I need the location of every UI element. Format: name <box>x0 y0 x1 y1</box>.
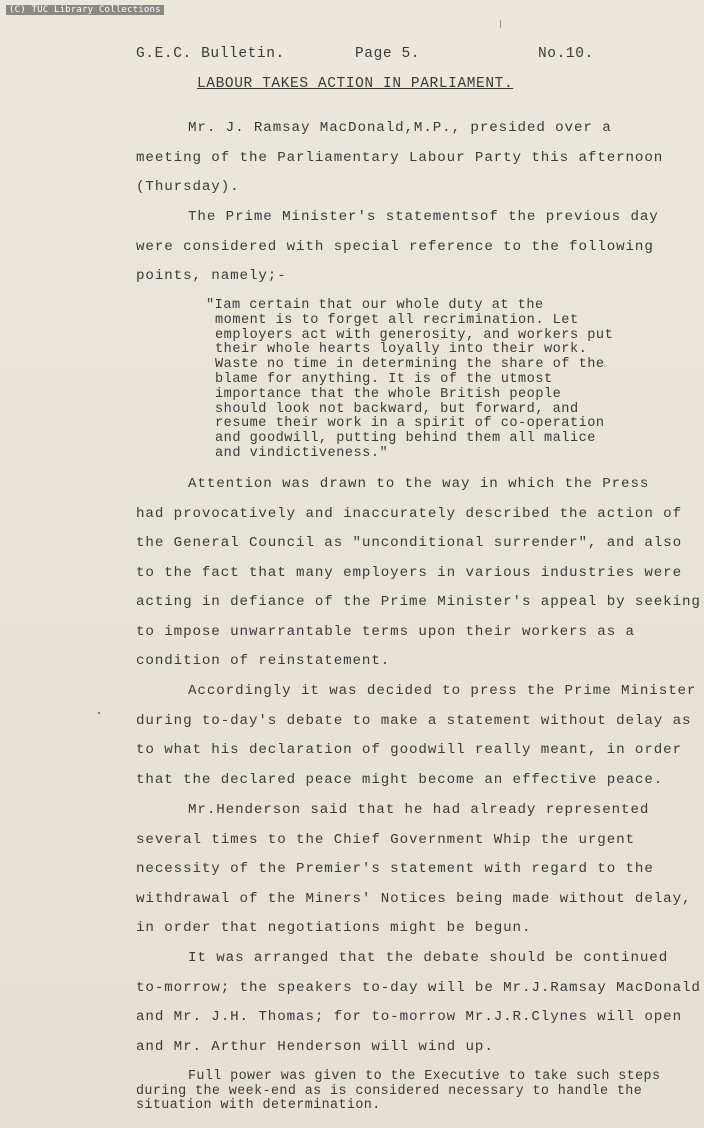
quote-line: importance that the whole British people <box>215 386 562 402</box>
paragraph-line: Mr.Henderson said that he had already represented <box>188 802 650 818</box>
paragraph-line: and Mr. J.H. Thomas; for to-morrow Mr.J.R.Clynes will open <box>136 1009 683 1025</box>
header-issue-number: No.10. <box>538 46 594 62</box>
paragraph-line: points, namely;- <box>136 268 287 284</box>
article-title: LABOUR TAKES ACTION IN PARLIAMENT. <box>197 76 514 92</box>
paragraph-7 <box>136 1070 660 1114</box>
paragraph-line: meeting of the Parliamentary Labour Party this afternoon <box>136 150 664 166</box>
paragraph-line: condition of reinstatement. <box>136 653 391 669</box>
paragraph-line: the General Council as "unconditional surrender", and also <box>136 535 683 551</box>
paragraph-line: Accordingly it was decided to press the Prime Minister <box>188 683 697 699</box>
paper-speck <box>98 712 100 714</box>
header-page-number: Page 5. <box>355 46 421 62</box>
paragraph-line: necessity of the Premier's statement with regard to the <box>136 861 654 877</box>
paragraph-line: several times to the Chief Government Whip the urgent <box>136 832 635 848</box>
paragraph-line: to impose unwarrantable terms upon their workers as a <box>136 624 635 640</box>
paragraph-line: situation with determination. <box>136 1098 381 1113</box>
prime-minister-quote <box>206 299 646 462</box>
quote-line: blame for anything. It is of the utmost <box>215 371 553 387</box>
paragraph-line: in order that negotiations might be begun. <box>136 920 532 936</box>
paragraph-line: during the week-end as is considered necessary to handle the <box>136 1083 643 1099</box>
paragraph-line: Attention was drawn to the way in which the Press <box>188 476 650 492</box>
paragraph-line: during to-day's debate to make a statement without delay as <box>136 713 692 729</box>
paragraph-line: to the fact that many employers in various industries were <box>136 565 683 581</box>
paragraph-line: withdrawal of the Miners' Notices being made without delay, <box>136 891 692 907</box>
paragraph-line: were considered with special reference to the following <box>136 239 654 255</box>
quote-line: employers act with generosity, and workers put <box>215 327 614 343</box>
paragraph-line: The Prime Minister's statementsof the previous day <box>188 209 659 225</box>
header-bulletin-name: G.E.C. Bulletin. <box>136 46 285 62</box>
bulletin-header <box>0 46 704 64</box>
paragraph-line: and Mr. Arthur Henderson will wind up. <box>136 1039 494 1055</box>
paragraph-line: Mr. J. Ramsay MacDonald,M.P., presided over a <box>188 120 612 136</box>
paragraph-line: (Thursday). <box>136 179 240 195</box>
quote-line: "Iam certain that our whole duty at the <box>206 298 544 313</box>
paper-speck <box>500 20 501 28</box>
quote-line: Waste no time in determining the share of the <box>215 357 605 373</box>
paragraph-line: It was arranged that the debate should be continued <box>188 950 669 966</box>
paragraph-line: Full power was given to the Executive to take such steps <box>188 1069 661 1084</box>
quote-line: their whole hearts loyally into their work. <box>215 342 588 358</box>
paragraph-line: to what his declaration of goodwill really meant, in order <box>136 742 683 758</box>
quote-line: and goodwill, putting behind them all malice <box>215 431 596 447</box>
paragraph-line: that the declared peace might become an effective peace. <box>136 772 664 788</box>
watermark: (C) TUC Library Collections <box>6 5 164 15</box>
quote-line: resume their work in a spirit of co-operation <box>215 416 605 432</box>
quote-line: should look not backward, but forward, and <box>215 401 579 417</box>
quote-line: moment is to forget all recrimination. Let <box>215 312 579 328</box>
quote-line: and vindictiveness." <box>215 445 389 461</box>
paragraph-line: acting in defiance of the Prime Minister's appeal by seeking <box>136 594 701 610</box>
paragraph-line: to-morrow; the speakers to-day will be Mr.J.Ramsay MacDonald <box>136 980 701 996</box>
paragraph-line: had provocatively and inaccurately described the action of <box>136 506 683 522</box>
